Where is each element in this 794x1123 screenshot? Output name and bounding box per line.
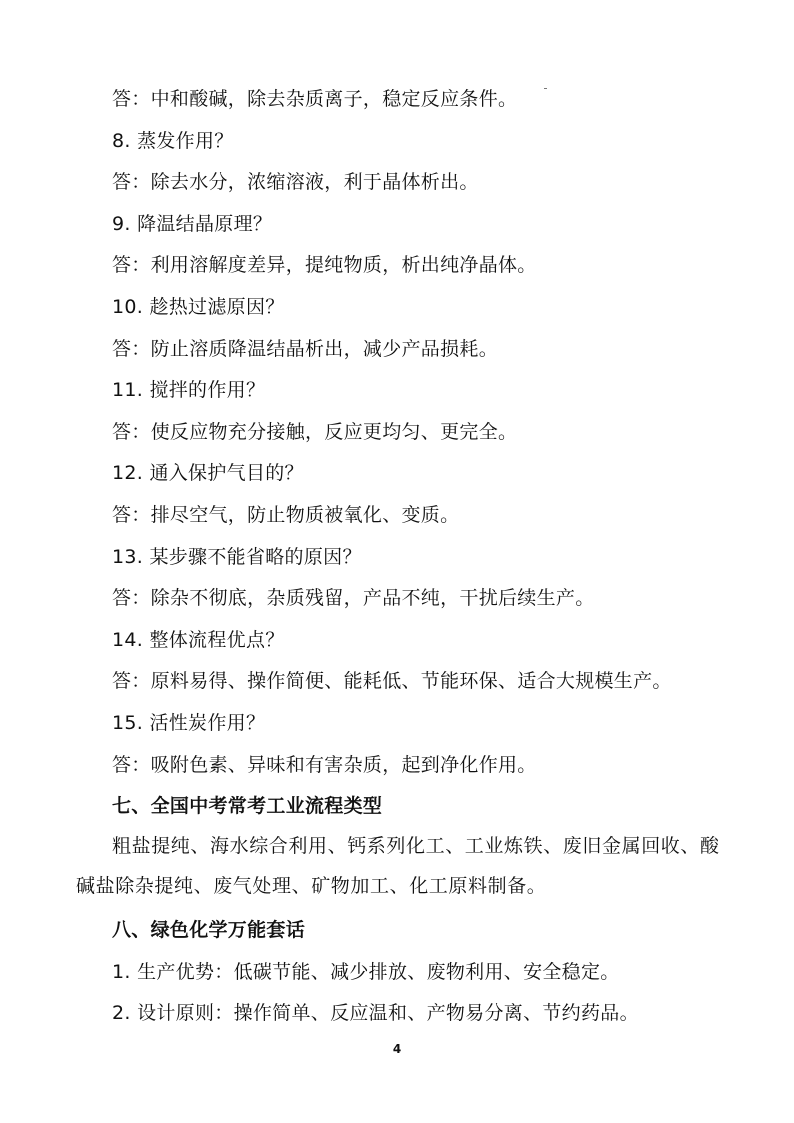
scan-speck xyxy=(544,88,547,89)
answer-line: 答：防止溶质降温结晶析出，减少产品损耗。 xyxy=(112,338,499,360)
answer-line: 答：中和酸碱，除去杂质离子，稳定反应条件。 xyxy=(112,88,518,110)
page-number: 4 xyxy=(392,1042,402,1056)
answer-line: 答：原料易得、操作简便、能耗低、节能环保、适合大规模生产。 xyxy=(112,670,672,692)
answer-line: 答：利用溶解度差异，提纯物质，析出纯净晶体。 xyxy=(112,254,537,276)
question-line: 15. 活性炭作用？ xyxy=(112,712,266,734)
section-7-body: 粗盐提纯、海水综合利用、钙系列化工、工业炼铁、废旧金属回收、酸碱盐除杂提纯、废气处理、矿物加工、化工原料制备。 xyxy=(76,835,720,897)
answer-line: 答：除杂不彻底，杂质残留，产品不纯，干扰后续生产。 xyxy=(112,587,595,609)
question-line: 14. 整体流程优点？ xyxy=(112,629,285,651)
answer-line: 答：排尽空气，防止物质被氧化、变质。 xyxy=(112,504,460,526)
question-line: 13. 某步骤不能省略的原因？ xyxy=(112,546,362,568)
section-7-heading: 七、全国中考常考工业流程类型 xyxy=(112,795,383,817)
question-line: 9. 降温结晶原理？ xyxy=(112,213,273,235)
question-line: 12. 通入保护气目的？ xyxy=(112,462,304,484)
question-line: 10. 趁热过滤原因？ xyxy=(112,296,285,318)
answer-line: 答：除去水分，浓缩溶液，利于晶体析出。 xyxy=(112,171,479,193)
answer-line: 答：吸附色素、异味和有害杂质，起到净化作用。 xyxy=(112,754,537,776)
section-8-point-1: 1. 生产优势：低碳节能、减少排放、废物利用、安全稳定。 xyxy=(112,961,620,983)
section-8-heading: 八、绿色化学万能套话 xyxy=(112,919,306,941)
question-line: 11. 搅拌的作用？ xyxy=(112,379,266,401)
section-8-point-2: 2. 设计原则：操作简单、反应温和、产物易分离、节约药品。 xyxy=(112,1002,639,1024)
answer-line: 答：使反应物充分接触，反应更均匀、更完全。 xyxy=(112,421,518,443)
question-line: 8. 蒸发作用？ xyxy=(112,130,234,152)
